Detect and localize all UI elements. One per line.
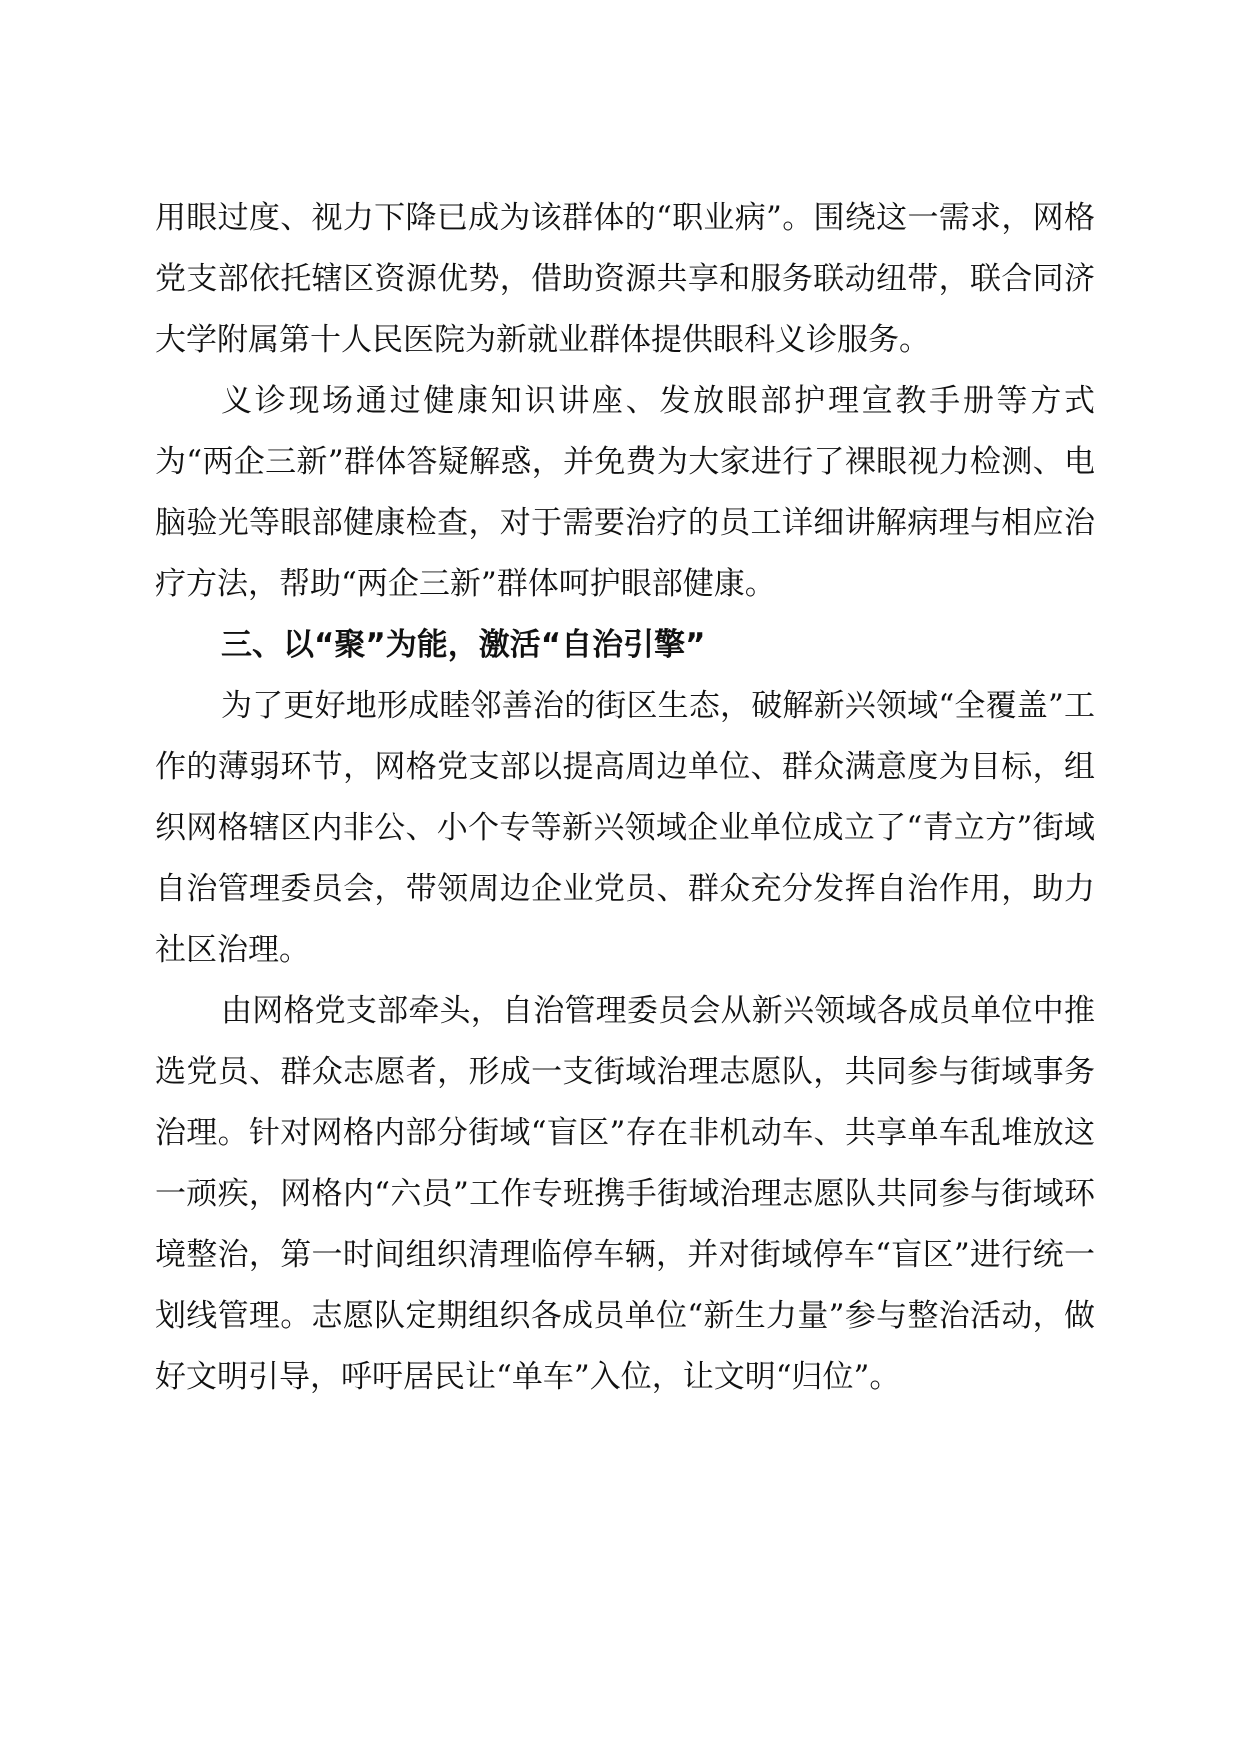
paragraph-eye-health-need: 用眼过度、视力下降已成为该群体的“职业病”。围绕这一需求，网格党支部依托辖区资源优势，借助资源共享和服务联动纽带，联合同济大学附属第十人民医院为新就业群体提供眼科义诊服务。 bbox=[155, 200, 1095, 358]
paragraph-volunteer-team: 由网格党支部牵头，自治管理委员会从新兴领域各成员单位中推选党员、群众志愿者，形成一支街域治理志愿队，共同参与街域事务治理。针对网格内部分街域“盲区”存在非机动车、共享单车乱堆放这一顽疾，网格内“六员”工作专班携手街域治理志愿队共同参与街域环境整治，第一时间组织清理临停车辆，并对街域停车“盲区”进行统一划线管理。志愿队定期组织各成员单位“新生力量”参与整治活动，做好文明引导，呼吁居民让“单车”入位，让文明“归位”。 bbox=[155, 993, 1095, 1395]
paragraph-free-clinic: 义诊现场通过健康知识讲座、发放眼部护理宣教手册等方式为“两企三新”群体答疑解惑，并免费为大家进行了裸眼视力检测、电脑验光等眼部健康检查，对于需要治疗的员工详细讲解病理与相应治疗方法，帮助“两企三新”群体呵护眼部健康。 bbox=[155, 383, 1095, 602]
document-body bbox=[155, 188, 1095, 1408]
paragraph-self-governance-committee: 为了更好地形成睦邻善治的街区生态，破解新兴领域“全覆盖”工作的薄弱环节，网格党支部以提高周边单位、群众满意度为目标，组织网格辖区内非公、小个专等新兴领域企业单位成立了“青立方”街域自治管理委员会，带领周边企业党员、群众充分发挥自治作用，助力社区治理。 bbox=[155, 688, 1095, 968]
section-heading-three: 三、以“聚”为能，激活“自治引擎” bbox=[221, 627, 706, 663]
